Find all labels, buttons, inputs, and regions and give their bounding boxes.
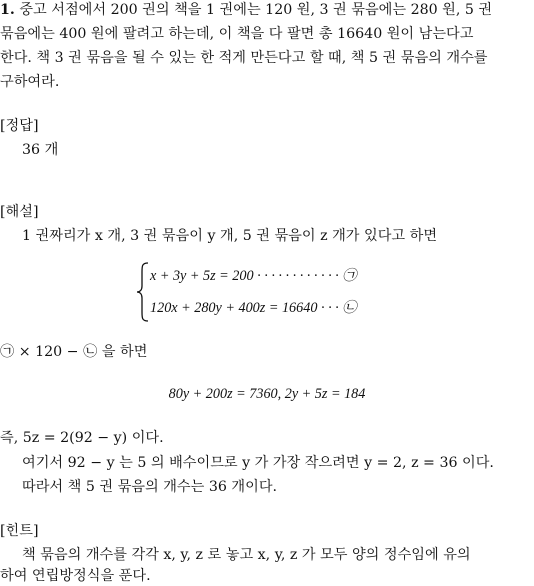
solution-step-1: 즉, 5z = 2(92 − y) 이다. [0,430,164,446]
answer-heading: [정답] [0,118,39,134]
hint-heading: [힌트] [0,523,39,539]
answer-value: 36 개 [22,142,59,158]
hint-line-2: 하여 연립방정식을 푼다. [0,568,151,584]
problem-number: 1. [0,2,15,18]
equation-2: 120x + 280y + 400z = 16640 · · · ㉡ [150,300,357,316]
problem-text-3: 한다. 책 3 권 묶음을 될 수 있는 한 적게 만든다고 할 때, 책 5 권 묶음의 개수를 [0,50,488,66]
solution-operation: ㉠ × 120 − ㉡ 을 하면 [0,344,148,360]
problem-text-2: 묶음에는 400 원에 팔려고 하는데, 이 책을 다 팔면 총 16640 원이 남는다고 [0,26,474,42]
solution-step-2: 여기서 92 − y 는 5 의 배수이므로 y 가 가장 작으려면 y = 2, z = 36 이다. [22,455,494,471]
equation-1: x + 3y + 5z = 200 · · · · · · · · · · · · ㉠ [150,268,357,284]
hint-line-1: 책 묶음의 개수를 각각 x, y, z 로 놓고 x, y, z 가 모두 양의 정수임에 유의 [22,547,471,563]
problem-line-1 [0,0,492,20]
solution-intro: 1 권짜리가 x 개, 3 권 묶음이 y 개, 5 권 묶음이 z 개가 있다고 하면 [22,228,438,244]
problem-text-1: 중고 서점에서 200 권의 책을 1 권에는 120 원, 3 권 묶음에는 280 원, 5 권 [19,2,493,18]
solution-result: 80y + 200z = 7360, 2y + 5z = 184 [168,386,366,402]
solution-step-3: 따라서 책 5 권 묶음의 개수는 36 개이다. [22,479,278,495]
solution-heading: [해설] [0,204,39,220]
problem-text-4: 구하여라. [0,74,60,90]
equation-brace [136,262,150,322]
